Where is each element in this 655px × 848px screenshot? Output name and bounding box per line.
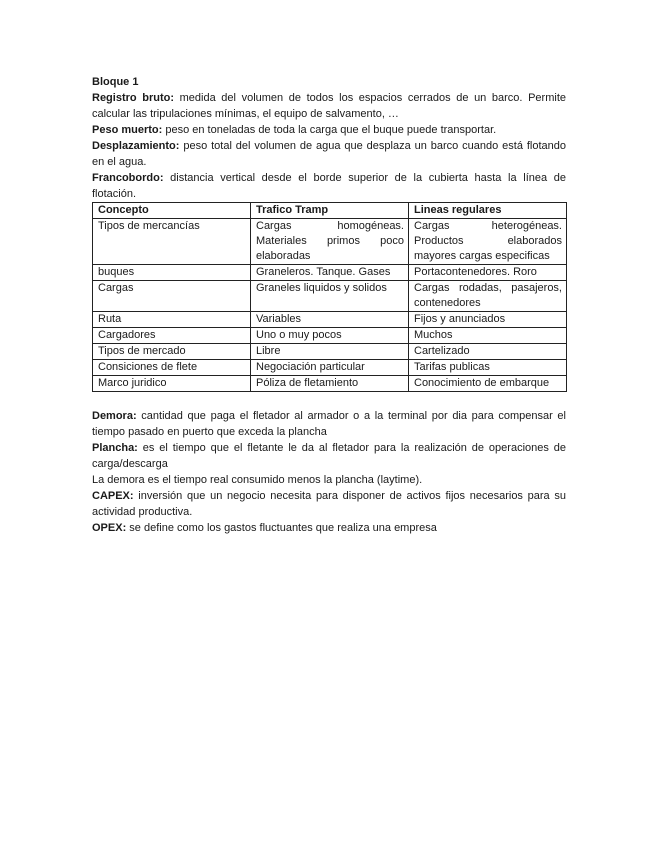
table-row (93, 265, 567, 281)
definition-registro-bruto (92, 90, 566, 122)
table-row (93, 281, 567, 312)
note-demora-laytime (92, 472, 566, 488)
table-row (93, 219, 567, 265)
definition-desplazamiento (92, 138, 566, 170)
document-page (92, 74, 566, 536)
table-header-row (93, 203, 567, 219)
table-cell: Marco juridico (93, 376, 251, 392)
note-text: La demora es el tiempo real consumido menos la plancha (laytime). (92, 474, 423, 486)
table-cell: Uno o muy pocos (251, 328, 409, 344)
definition-peso-muerto (92, 122, 566, 138)
table-cell: Cargas rodadas, pasajeros, contenedores (409, 281, 567, 312)
comparison-table (92, 202, 567, 392)
definition-text: es el tiempo que el fletante le da al fletador para la realización de operaciones de carga/descarga (92, 442, 566, 470)
table-cell: Conocimiento de embarque (409, 376, 567, 392)
table-row (93, 344, 567, 360)
table-cell: Graneles liquidos y solidos (251, 281, 409, 312)
table-cell: Ruta (93, 312, 251, 328)
table-cell: Muchos (409, 328, 567, 344)
table-cell: Póliza de fletamiento (251, 376, 409, 392)
definition-term: Francobordo: (92, 172, 164, 184)
definition-term: CAPEX: (92, 490, 134, 502)
header-concepto: Concepto (93, 203, 251, 219)
definition-text: inversión que un negocio necesita para disponer de activos fijos necesarios para su actividad productiva. (92, 490, 566, 518)
definition-text: distancia vertical desde el borde superior de la cubierta hasta la línea de flotación. (92, 172, 566, 200)
table-cell: Graneleros. Tanque. Gases (251, 265, 409, 281)
table-cell: Consiciones de flete (93, 360, 251, 376)
table-cell: Libre (251, 344, 409, 360)
table-row (93, 312, 567, 328)
definition-capex (92, 488, 566, 520)
table-cell: Tipos de mercancías (93, 219, 251, 265)
table-cell: Portacontenedores. Roro (409, 265, 567, 281)
table-cell: Fijos y anunciados (409, 312, 567, 328)
definition-term: Demora: (92, 410, 137, 422)
table-cell: buques (93, 265, 251, 281)
table-cell: Tipos de mercado (93, 344, 251, 360)
definition-opex (92, 520, 566, 536)
table-cell: Variables (251, 312, 409, 328)
header-lineas-regulares: Lineas regulares (409, 203, 567, 219)
spacer (92, 392, 566, 408)
definition-term: Peso muerto: (92, 124, 163, 136)
definition-plancha (92, 440, 566, 472)
definition-text: peso en toneladas de toda la carga que el buque puede transportar. (162, 124, 497, 136)
table-cell: Cartelizado (409, 344, 567, 360)
block-title: Bloque 1 (92, 76, 139, 88)
definition-text: se define como los gastos fluctuantes que realiza una empresa (126, 522, 437, 534)
definition-term: OPEX: (92, 522, 127, 534)
table-cell: Cargas (93, 281, 251, 312)
table-cell: Cargas homogéneas. Materiales primos poco elaboradas (251, 219, 409, 265)
header-trafico-tramp: Trafico Tramp (251, 203, 409, 219)
definition-term: Plancha: (92, 442, 138, 454)
definition-text: peso total del volumen de agua que desplaza un barco cuando está flotando en el agua. (92, 140, 566, 168)
definition-demora (92, 408, 566, 440)
definition-text: cantidad que paga el fletador al armador o a la terminal por dia para compensar el tiempo pasado en puerto que exceda la plancha (92, 410, 566, 438)
table-cell: Tarifas publicas (409, 360, 567, 376)
definition-term: Desplazamiento: (92, 140, 180, 152)
definition-text: medida del volumen de todos los espacios cerrados de un barco. Permite calcular las tripulaciones mínimas, el equipo de salvamento, … (92, 92, 566, 120)
table-cell: Cargas heterogéneas. Productos elaborados mayores cargas especificas (409, 219, 567, 265)
definition-term: Registro bruto: (92, 92, 174, 104)
table-cell: Negociación particular (251, 360, 409, 376)
definition-francobordo (92, 170, 566, 202)
table-cell: Cargadores (93, 328, 251, 344)
table-row (93, 360, 567, 376)
table-row (93, 376, 567, 392)
table-row (93, 328, 567, 344)
